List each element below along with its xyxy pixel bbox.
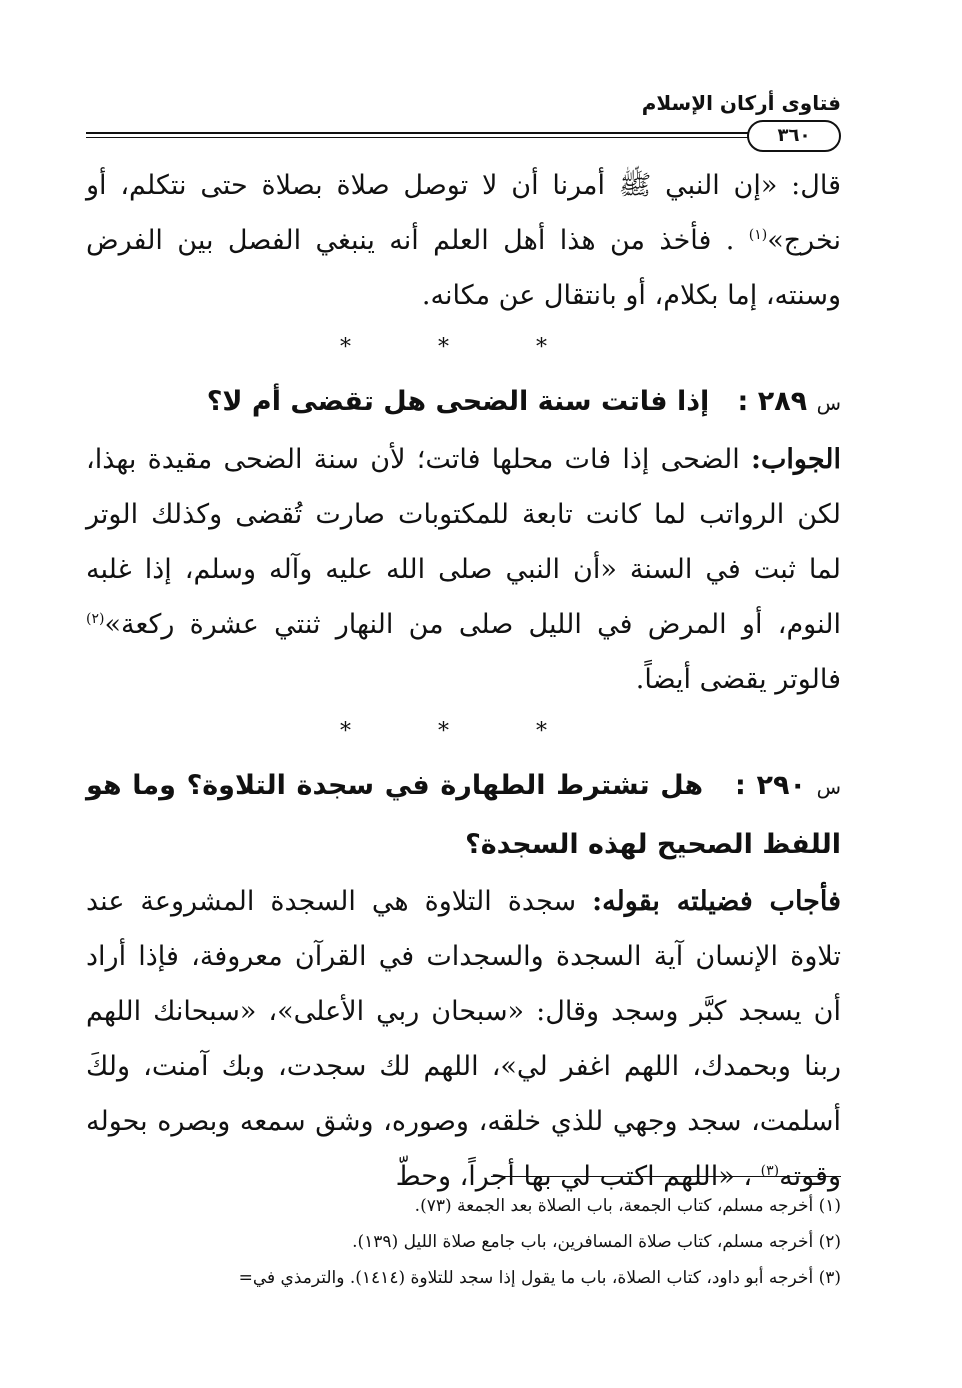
- header-double-line: [86, 132, 749, 138]
- question-289-number: ٢٨٩ :: [737, 386, 808, 417]
- footnotes: [86, 1188, 841, 1296]
- footnote-ref-1[interactable]: (١): [748, 227, 768, 243]
- answer-289-tail: فالوتر يقضى أيضاً.: [635, 664, 841, 695]
- answer-290-tail: ، «اللهم اكتب لي بها أجراً، وحطّ: [395, 1161, 761, 1192]
- page-body: [86, 86, 841, 1204]
- question-290-text: هل تشترط الطهارة في سجدة التلاوة؟ وما هو اللفظ الصحيح لهذه السجدة؟: [86, 770, 841, 860]
- footnote-1: (١) أخرجه مسلم، كتاب الجمعة، باب الصلاة بعد الجمعة (٧٣).: [414, 1196, 841, 1216]
- answer-289-lead: الجواب:: [751, 444, 841, 475]
- question-289: [86, 373, 841, 432]
- footnote-ref-2[interactable]: (٢): [86, 611, 105, 627]
- question-290-number: ٢٩٠ :: [735, 770, 806, 801]
- question-symbol: س: [816, 775, 842, 799]
- footnote-3: (٣) أخرجه أبو داود، كتاب الصلاة، باب ما يقول إذا سجد للتلاوة (١٤١٤). والترمذي في=: [238, 1268, 841, 1288]
- footnote-ref-3[interactable]: (٣): [760, 1163, 780, 1179]
- header-rule: [86, 120, 841, 150]
- page-number: ٣٦٠: [747, 120, 841, 152]
- paragraph-intro-text: قال: «إن النبي ﷺ أمرنا أن لا توصل صلاة بصلاة حتى نتكلم، أو نخرج»: [86, 170, 841, 256]
- answer-290: [86, 874, 841, 1204]
- running-header-title: فتاوى أركان الإسلام: [641, 91, 841, 115]
- answer-289-text: الضحى إذا فات محلها فاتت؛ لأن سنة الضحى مقيدة بهذا، لكن الرواتب لما كانت تابعة للمكتوبات صارت تُقضى وكذلك الوتر لما ثبت في السنة «أن النبي صلى الله عليه وآله وسلم، إذا غلبه النوم، أو المرض في الليل صلى من النهار ثنتي عشرة ركعة»: [86, 444, 841, 640]
- question-symbol: س: [816, 391, 841, 415]
- paragraph-intro: [86, 158, 841, 323]
- answer-290-text: سجدة التلاوة هي السجدة المشروعة عند تلاوة الإنسان آية السجدة والسجدات في القرآن معروفة، فإذا أراد أن يسجد كبَّر وسجد وقال: «سبحان ربي الأعلى»، «سبحانك اللهم ربنا وبحمدك، اللهم اغفر لي»، اللهم لك سجدت، وبك آمنت، ولكَ أسلمت، سجد وجهي للذي خلقه، وصوره، وشق سمعه وبصره بحوله وقوته: [86, 886, 841, 1192]
- answer-289: [86, 432, 841, 707]
- section-divider-stars: * * *: [340, 335, 587, 360]
- answer-290-lead: فأجاب فضيلته بقوله:: [592, 886, 841, 917]
- question-290: [86, 757, 841, 874]
- section-divider-stars: * * *: [340, 719, 587, 744]
- question-289-text: إذا فاتت سنة الضحى هل تقضى أم لا؟: [206, 386, 710, 417]
- footnote-2: (٢) أخرجه مسلم، كتاب صلاة المسافرين، باب جامع صلاة الليل (١٣٩).: [352, 1232, 841, 1252]
- paragraph-intro-tail: . فأخذ من هذا أهل العلم أنه ينبغي الفصل بين الفرض وسنته، إما بكلام، أو بانتقال عن مكانه.: [86, 225, 841, 311]
